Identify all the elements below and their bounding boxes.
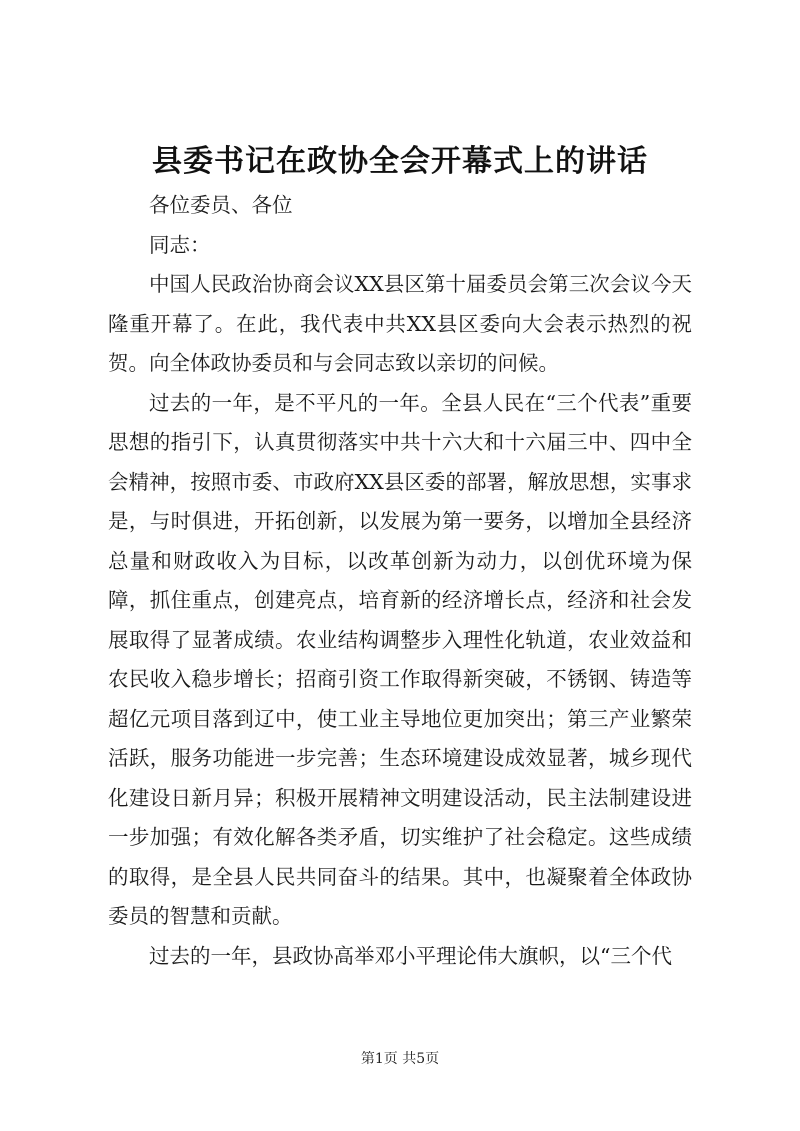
paragraph-achievements: 过去的一年，是不平凡的一年。全县人民在“三个代表”重要思想的指引下，认真贯彻落实中共十六大和十六届三中、四中全会精神，按照市委、市政府XX县区委的部署，解放思想，实事求是，与时俱进，开拓创新，以发展为第一要务，以增加全县经济总量和财政收入为目标，以改革创新为动力，以创优环境为保障，抓住重点，创建亮点，培育新的经济增长点，经济和社会发展取得了显著成绩。农业结构调整步入理性化轨道，农业效益和农民收入稳步增长；招商引资工作取得新突破，不锈钢、铸造等超亿元项目落到辽中，使工业主导地位更加突出；第三产业繁荣活跃，服务功能进一步完善；生态环境建设成效显著，城乡现代化建设日新月异；积极开展精神文明建设活动，民主法制建设进一步加强；有效化解各类矛盾，切实维护了社会稳定。这些成绩的取得，是全县人民共同奋斗的结果。其中，也凝聚着全体政协委员的智慧和贡献。 — [108, 390, 692, 928]
document-title: 县委书记在政协全会开幕式上的讲话 — [152, 144, 648, 179]
salutation-line-1: 各位委员、各位 — [149, 193, 293, 217]
paragraph-opening: 中国人民政治协商会议XX县区第十届委员会第三次会议今天隆重开幕了。在此，我代表中共XX县区委向大会表示热烈的祝贺。向全体政协委员和与会同志致以亲切的问候。 — [108, 272, 692, 375]
paragraph-cppcc-work: 过去的一年，县政协高举邓小平理论伟大旗帜，以“三个代 — [149, 943, 672, 968]
salutation-line-2: 同志： — [149, 232, 211, 257]
document-body — [108, 186, 692, 976]
page-footer: 第1页 共5页 — [360, 1051, 440, 1067]
